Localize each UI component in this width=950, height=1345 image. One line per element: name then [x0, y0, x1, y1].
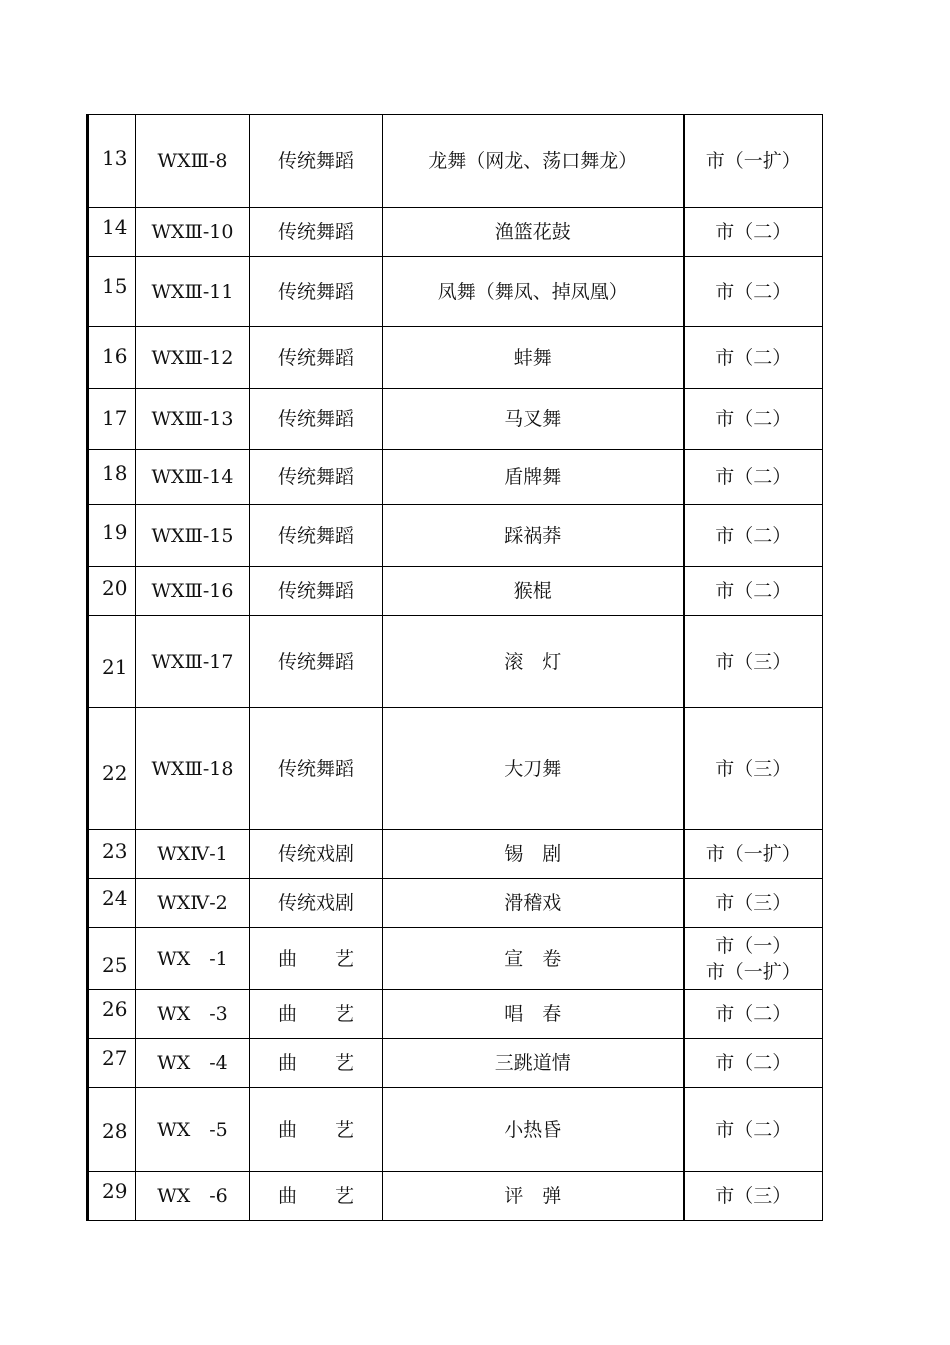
row-number: 15 [88, 257, 136, 327]
row-item-name: 凤舞（舞凤、掉凤凰） [383, 257, 684, 327]
row-number: 21 [88, 616, 136, 708]
row-level: 市（三） [684, 708, 823, 830]
row-number: 18 [88, 450, 136, 505]
row-category: 曲 艺 [250, 1172, 383, 1221]
row-level: 市（二） [684, 257, 823, 327]
row-number: 17 [88, 389, 136, 450]
row-item-name: 龙舞（网龙、荡口舞龙） [383, 115, 684, 208]
row-code: WX -5 [136, 1088, 250, 1172]
row-number: 29 [88, 1172, 136, 1221]
table-row [88, 990, 823, 1039]
row-level: 市（二） [684, 389, 823, 450]
row-number: 23 [88, 830, 136, 879]
row-code: WXⅢ-13 [136, 389, 250, 450]
row-code: WXⅢ-12 [136, 327, 250, 389]
table-row [88, 257, 823, 327]
row-item-name: 踩祸莽 [383, 505, 684, 567]
table-row [88, 1088, 823, 1172]
table-row [88, 567, 823, 616]
row-item-name: 锡 剧 [383, 830, 684, 879]
table-row [88, 208, 823, 257]
row-number: 13 [88, 115, 136, 208]
row-number: 16 [88, 327, 136, 389]
row-code: WX -1 [136, 928, 250, 990]
heritage-list-table [86, 114, 823, 1221]
row-level: 市（二） [684, 990, 823, 1039]
row-number: 22 [88, 708, 136, 830]
row-level-line: 市（一扩） [705, 960, 801, 983]
row-level: 市（二） [684, 208, 823, 257]
table-row [88, 616, 823, 708]
row-category: 曲 艺 [250, 990, 383, 1039]
row-level-line: 市（一） [715, 934, 792, 957]
table-row [88, 115, 823, 208]
row-category: 传统戏剧 [250, 879, 383, 928]
row-category: 传统舞蹈 [250, 208, 383, 257]
row-level: 市（二） [684, 327, 823, 389]
table-row [88, 505, 823, 567]
row-category: 传统舞蹈 [250, 616, 383, 708]
row-code: WXⅢ-14 [136, 450, 250, 505]
row-code: WXⅢ-11 [136, 257, 250, 327]
row-category: 传统舞蹈 [250, 505, 383, 567]
row-item-name: 宣 卷 [383, 928, 684, 990]
table-row [88, 1172, 823, 1221]
row-code: WX -6 [136, 1172, 250, 1221]
row-item-name: 滑稽戏 [383, 879, 684, 928]
row-item-name: 唱 春 [383, 990, 684, 1039]
table-row [88, 928, 823, 990]
row-category: 传统舞蹈 [250, 115, 383, 208]
row-level: 市（二） [684, 1039, 823, 1088]
row-code: WXⅢ-17 [136, 616, 250, 708]
row-level: 市（一扩） [684, 830, 823, 879]
row-level: 市（三） [684, 1172, 823, 1221]
table-body [88, 115, 823, 1221]
row-category: 传统舞蹈 [250, 708, 383, 830]
table-row [88, 708, 823, 830]
row-number: 20 [88, 567, 136, 616]
row-number: 27 [88, 1039, 136, 1088]
row-number: 25 [88, 928, 136, 990]
row-code: WXⅣ-1 [136, 830, 250, 879]
row-code: WXⅢ-10 [136, 208, 250, 257]
row-level: 市（三） [684, 616, 823, 708]
row-number: 28 [88, 1088, 136, 1172]
row-item-name: 滚 灯 [383, 616, 684, 708]
row-level: 市（二） [684, 567, 823, 616]
row-category: 曲 艺 [250, 928, 383, 990]
table-row [88, 1039, 823, 1088]
row-code: WXⅢ-15 [136, 505, 250, 567]
row-number: 26 [88, 990, 136, 1039]
row-item-name: 评 弹 [383, 1172, 684, 1221]
row-item-name: 渔篮花鼓 [383, 208, 684, 257]
row-number: 19 [88, 505, 136, 567]
row-code: WX -3 [136, 990, 250, 1039]
row-category: 传统舞蹈 [250, 389, 383, 450]
row-level: 市（二） [684, 1088, 823, 1172]
row-number: 24 [88, 879, 136, 928]
row-level: 市（二） [684, 505, 823, 567]
row-item-name: 蚌舞 [383, 327, 684, 389]
row-item-name: 大刀舞 [383, 708, 684, 830]
row-item-name: 盾牌舞 [383, 450, 684, 505]
row-category: 曲 艺 [250, 1088, 383, 1172]
table-row [88, 327, 823, 389]
row-number: 14 [88, 208, 136, 257]
row-item-name: 小热昏 [383, 1088, 684, 1172]
row-category: 传统舞蹈 [250, 327, 383, 389]
row-code: WXⅢ-18 [136, 708, 250, 830]
table-row [88, 830, 823, 879]
row-code: WX -4 [136, 1039, 250, 1088]
row-level: 市（二） [684, 450, 823, 505]
table-row [88, 879, 823, 928]
row-item-name: 三跳道情 [383, 1039, 684, 1088]
row-level: 市（三） [684, 879, 823, 928]
row-code: WXⅢ-8 [136, 115, 250, 208]
row-category: 传统舞蹈 [250, 567, 383, 616]
row-level [684, 928, 823, 990]
row-item-name: 马叉舞 [383, 389, 684, 450]
row-item-name: 猴棍 [383, 567, 684, 616]
row-code: WXⅣ-2 [136, 879, 250, 928]
table-row [88, 389, 823, 450]
row-category: 传统舞蹈 [250, 450, 383, 505]
row-category: 曲 艺 [250, 1039, 383, 1088]
row-code: WXⅢ-16 [136, 567, 250, 616]
row-category: 传统舞蹈 [250, 257, 383, 327]
table-row [88, 450, 823, 505]
row-category: 传统戏剧 [250, 830, 383, 879]
row-level: 市（一扩） [684, 115, 823, 208]
